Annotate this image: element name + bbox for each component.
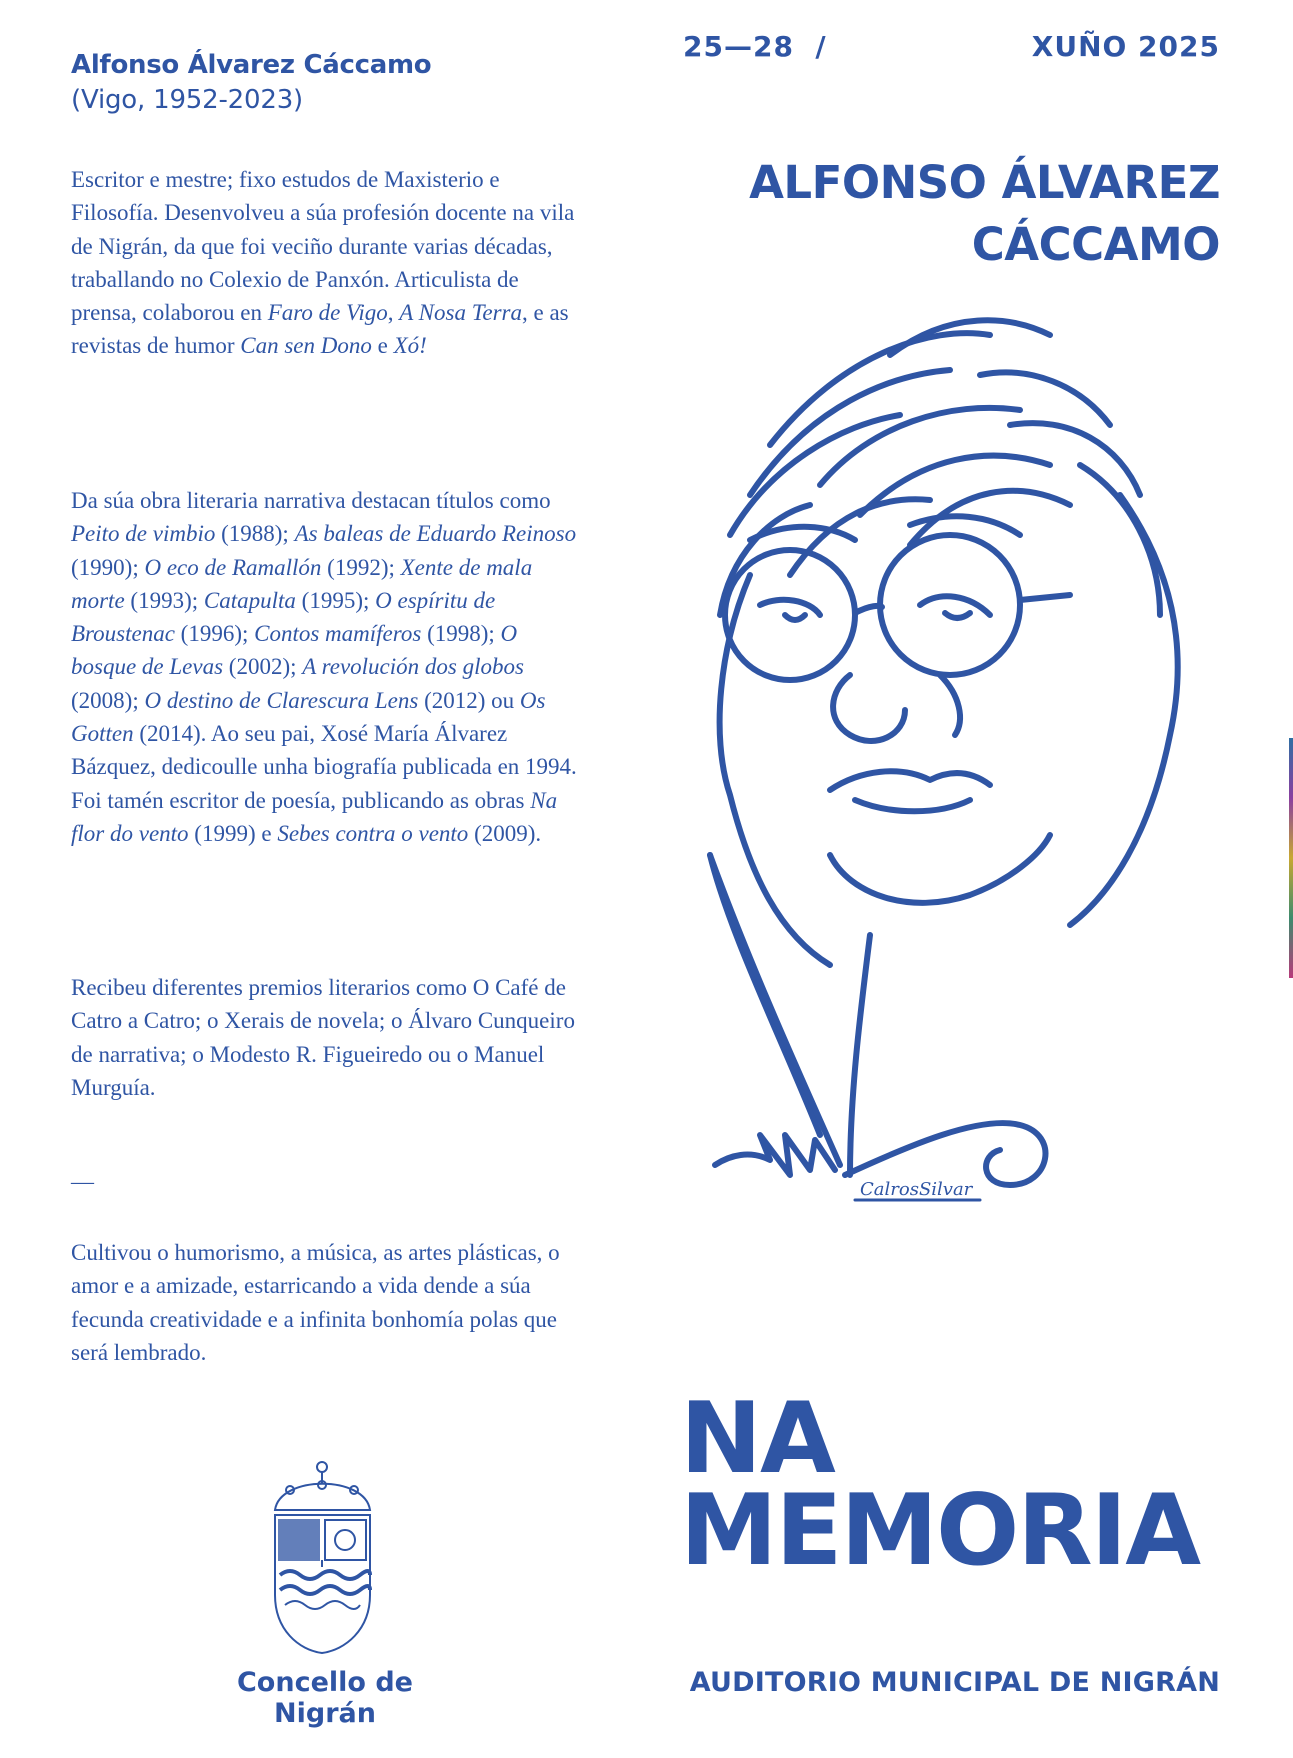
section-dash: — bbox=[71, 1169, 94, 1194]
face-outline bbox=[1070, 495, 1178, 925]
honoree-title-line-1: ALFONSO ÁLVAREZ bbox=[749, 156, 1220, 209]
work-title: Os Gotten bbox=[71, 687, 546, 747]
author-dates: (Vigo, 1952-2023) bbox=[71, 85, 303, 115]
bio-text: Escritor e mestre; fixo estudos de Maxisterio e Filosofía. Desenvolveu a súa profesión docente na vila de Nigrán, da que foi veciño durante varias décadas, traballando no Colexio de Panxón. Articulista de prensa, colaborou en bbox=[71, 167, 575, 326]
glasses bbox=[725, 535, 1070, 680]
publication-title: A Nosa Terra bbox=[399, 300, 523, 326]
mouth bbox=[855, 800, 970, 811]
hair-strokes bbox=[720, 320, 1160, 615]
face-outline bbox=[720, 575, 830, 965]
bio-text: Da súa obra literaria narrativa destacan títulos como bbox=[71, 488, 551, 513]
event-title-line-2: MEMORIA bbox=[680, 1474, 1200, 1588]
nose bbox=[940, 675, 960, 735]
publication-title: Xó! bbox=[393, 333, 427, 359]
work-title: O espíritu de Broustenac bbox=[71, 587, 496, 647]
work-title: As baleas de Eduardo Reinoso bbox=[294, 521, 577, 547]
shoulder-zigzag bbox=[715, 1135, 835, 1175]
collar-swirl bbox=[845, 1123, 1045, 1185]
work-title: Catapulta bbox=[203, 587, 296, 613]
work-year: (1993); bbox=[124, 587, 204, 613]
mouth bbox=[830, 771, 990, 790]
bio-paragraph-2 bbox=[71, 484, 581, 850]
neck bbox=[850, 935, 870, 1175]
poetry-title: Na flor do vento bbox=[71, 787, 558, 846]
caricature-portrait bbox=[690, 315, 1230, 1365]
work-year: (1999) e bbox=[188, 820, 278, 846]
work-year: (2012) ou bbox=[418, 687, 520, 713]
venue-name: AUDITORIO MUNICIPAL DE NIGRÁN bbox=[689, 1667, 1220, 1698]
coat-of-arms-icon bbox=[265, 1455, 380, 1655]
bio-text: e bbox=[371, 333, 394, 359]
work-year: (2002); bbox=[223, 654, 303, 680]
bio-paragraph-1 bbox=[71, 163, 581, 363]
author-name: Alfonso Álvarez Cáccamo bbox=[71, 50, 432, 80]
work-title: Xente de mala morte bbox=[71, 554, 533, 613]
work-title: O destino de Clarescura Lens bbox=[144, 687, 419, 713]
color-edge-strip bbox=[1289, 738, 1293, 978]
work-title: A revolución dos globos bbox=[302, 654, 524, 680]
bio-paragraph-4: Cultivou o humorismo, a música, as artes plásticas, o amor e a amizade, estarricando a vida dende a súa fecunda creatividade e a infinita bonhomía polas que será lembrado. bbox=[71, 1240, 560, 1365]
neck bbox=[710, 855, 840, 1165]
artist-signature: CalrosSilvar bbox=[860, 1179, 973, 1200]
work-title: O eco de Ramallón bbox=[144, 554, 322, 580]
work-title: Peito de vimbio bbox=[71, 521, 216, 547]
work-title: O bosque de Levas bbox=[71, 621, 518, 680]
date-range: 25—28 / bbox=[683, 30, 827, 63]
bio-text: , e as revistas de humor bbox=[71, 300, 569, 359]
work-year: (1992); bbox=[321, 554, 401, 580]
honoree-title bbox=[749, 152, 1220, 276]
nose bbox=[833, 675, 905, 741]
event-title bbox=[680, 1382, 1200, 1588]
council-name: Concello de Nigrán bbox=[236, 1667, 413, 1729]
work-year: (1990); bbox=[71, 554, 145, 580]
bio-text: , bbox=[387, 300, 400, 326]
chin bbox=[830, 835, 1050, 903]
work-year: (2014). bbox=[133, 721, 211, 747]
work-year: (2008); bbox=[71, 687, 145, 713]
author-header bbox=[71, 48, 571, 118]
event-title-line-1: NA bbox=[680, 1382, 834, 1496]
poetry-title: Sebes contra o vento bbox=[277, 820, 469, 846]
bio-paragraph-3: Recibeu diferentes premios literarios como O Café de Catro a Catro; o Xerais de novela; o Álvaro Cunqueiro de narrativa; o Modesto R. Figueiredo ou o Manuel Murguía. bbox=[71, 975, 575, 1100]
work-year: (1996); bbox=[174, 621, 255, 647]
work-title: Contos mamíferos bbox=[254, 621, 422, 647]
work-year: (1995); bbox=[295, 587, 376, 613]
publication-title: Faro de Vigo bbox=[267, 300, 388, 326]
honoree-title-line-2: CÁCCAMO bbox=[971, 218, 1220, 271]
work-year: (2009). bbox=[468, 820, 542, 846]
publication-title: Can sen Dono bbox=[240, 333, 372, 359]
work-year: (1998); bbox=[421, 621, 501, 647]
work-year: (1988); bbox=[215, 521, 295, 547]
bio-text: Ao seu pai, Xosé María Álvarez Bázquez, dedicoulle unha biografía publicada en 1994. Foi tamén escritor de poesía, publicando as obras bbox=[71, 721, 577, 813]
date-month: XUÑO 2025 bbox=[1031, 30, 1220, 63]
